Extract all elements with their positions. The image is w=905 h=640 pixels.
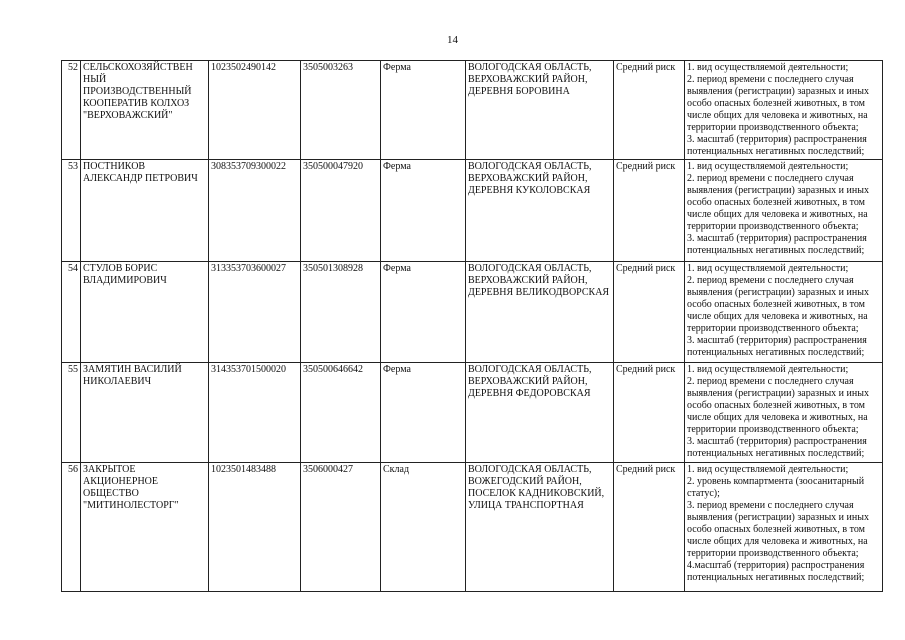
criteria-line: особо опасных болезней животных, в том [687,98,865,109]
object-type: Ферма [381,262,466,363]
criteria-line: числе общих для человека и животных, на [687,110,868,121]
risk-criteria [685,463,883,592]
criteria-line: 3. масштаб (территория) распространения [687,436,867,447]
row-number: 55 [62,363,81,463]
risk-category: Средний риск [614,363,685,463]
object-address: ВОЛОГОДСКАЯ ОБЛАСТЬ, ВЕРХОВАЖСКИЙ РАЙОН, ДЕРЕВНЯ ФЕДОРОВСКАЯ [466,363,614,463]
criteria-line: территории производственного объекта; [687,548,859,559]
criteria-line: территории производственного объекта; [687,424,859,435]
criteria-line: 3. период времени с последнего случая [687,500,854,511]
criteria-line: 1. вид осуществляемой деятельности; [687,161,849,172]
object-type: Ферма [381,160,466,262]
criteria-line: 3. масштаб (территория) распространения [687,134,867,145]
inn-value: 3505003263 [301,61,381,160]
object-address: ВОЛОГОДСКАЯ ОБЛАСТЬ, ВЕРХОВАЖСКИЙ РАЙОН, ДЕРЕВНЯ БОРОВИНА [466,61,614,160]
inn-value: 350501308928 [301,262,381,363]
criteria-line: территории производственного объекта; [687,122,859,133]
ogrn-value: 1023501483488 [209,463,301,592]
criteria-line: 2. период времени с последнего случая [687,275,854,286]
table-row [62,160,883,262]
criteria-line: 2. период времени с последнего случая [687,74,854,85]
criteria-line: выявления (регистрации) заразных и иных [687,86,869,97]
criteria-line: числе общих для человека и животных, на [687,209,868,220]
risk-criteria [685,160,883,262]
risk-category: Средний риск [614,463,685,592]
object-type: Ферма [381,363,466,463]
inn-value: 3506000427 [301,463,381,592]
criteria-line: 3. масштаб (территория) распространения [687,233,867,244]
ogrn-value: 308353709300022 [209,160,301,262]
criteria-line: 1. вид осуществляемой деятельности; [687,464,849,475]
inn-value: 350500646642 [301,363,381,463]
criteria-line: особо опасных болезней животных, в том [687,400,865,411]
row-number: 54 [62,262,81,363]
risk-category: Средний риск [614,262,685,363]
criteria-line: числе общих для человека и животных, на [687,311,868,322]
criteria-line: особо опасных болезней животных, в том [687,524,865,535]
page-number: 14 [447,34,458,46]
row-number: 56 [62,463,81,592]
object-type: Склад [381,463,466,592]
criteria-line: выявления (регистрации) заразных и иных [687,388,869,399]
ogrn-value: 314353701500020 [209,363,301,463]
criteria-line: 2. период времени с последнего случая [687,376,854,387]
row-number: 53 [62,160,81,262]
organization-name: СТУЛОВ БОРИС ВЛАДИМИРОВИЧ [81,262,209,363]
table-row [62,463,883,592]
organization-name: ПОСТНИКОВ АЛЕКСАНДР ПЕТРОВИЧ [81,160,209,262]
criteria-line: выявления (регистрации) заразных и иных [687,287,869,298]
table-row [62,363,883,463]
risk-category: Средний риск [614,160,685,262]
criteria-line: территории производственного объекта; [687,221,859,232]
criteria-line: 1. вид осуществляемой деятельности; [687,263,849,274]
criteria-line: потенциальных негативных последствий; [687,146,865,157]
criteria-line: потенциальных негативных последствий; [687,448,865,459]
criteria-line: числе общих для человека и животных, на [687,412,868,423]
criteria-line: 4.масштаб (территория) распространения [687,560,865,571]
criteria-line: потенциальных негативных последствий; [687,572,865,583]
criteria-line: потенциальных негативных последствий; [687,347,865,358]
risk-criteria [685,61,883,160]
criteria-line: 1. вид осуществляемой деятельности; [687,364,849,375]
risk-category: Средний риск [614,61,685,160]
organization-name: ЗАКРЫТОЕ АКЦИОНЕРНОЕ ОБЩЕСТВО "МИТИНОЛЕСТОРГ" [81,463,209,592]
object-address: ВОЛОГОДСКАЯ ОБЛАСТЬ, ВОЖЕГОДСКИЙ РАЙОН, ПОСЕЛОК КАДНИКОВСКИЙ, УЛИЦА ТРАНСПОРТНАЯ [466,463,614,592]
object-address: ВОЛОГОДСКАЯ ОБЛАСТЬ, ВЕРХОВАЖСКИЙ РАЙОН, ДЕРЕВНЯ КУКОЛОВСКАЯ [466,160,614,262]
criteria-line: потенциальных негативных последствий; [687,245,865,256]
object-address: ВОЛОГОДСКАЯ ОБЛАСТЬ, ВЕРХОВАЖСКИЙ РАЙОН, ДЕРЕВНЯ ВЕЛИКОДВОРСКАЯ [466,262,614,363]
risk-criteria [685,262,883,363]
criteria-line: территории производственного объекта; [687,323,859,334]
criteria-line: выявления (регистрации) заразных и иных [687,512,869,523]
criteria-line: 3. масштаб (территория) распространения [687,335,867,346]
criteria-line: выявления (регистрации) заразных и иных [687,185,869,196]
organization-name: ЗАМЯТИН ВАСИЛИЙ НИКОЛАЕВИЧ [81,363,209,463]
registry-table [61,60,883,592]
organization-name: СЕЛЬСКОХОЗЯЙСТВЕН НЫЙ ПРОИЗВОДСТВЕННЫЙ КООПЕРАТИВ КОЛХОЗ "ВЕРХОВАЖСКИЙ" [81,61,209,160]
inn-value: 350500047920 [301,160,381,262]
criteria-line: 2. уровень компартмента (зоосанитарный [687,476,865,487]
ogrn-value: 1023502490142 [209,61,301,160]
row-number: 52 [62,61,81,160]
criteria-line: особо опасных болезней животных, в том [687,197,865,208]
criteria-line: особо опасных болезней животных, в том [687,299,865,310]
ogrn-value: 313353703600027 [209,262,301,363]
table-row [62,262,883,363]
object-type: Ферма [381,61,466,160]
criteria-line: 1. вид осуществляемой деятельности; [687,62,849,73]
table-row [62,61,883,160]
criteria-line: 2. период времени с последнего случая [687,173,854,184]
criteria-line: статус); [687,488,720,499]
criteria-line: числе общих для человека и животных, на [687,536,868,547]
risk-criteria [685,363,883,463]
